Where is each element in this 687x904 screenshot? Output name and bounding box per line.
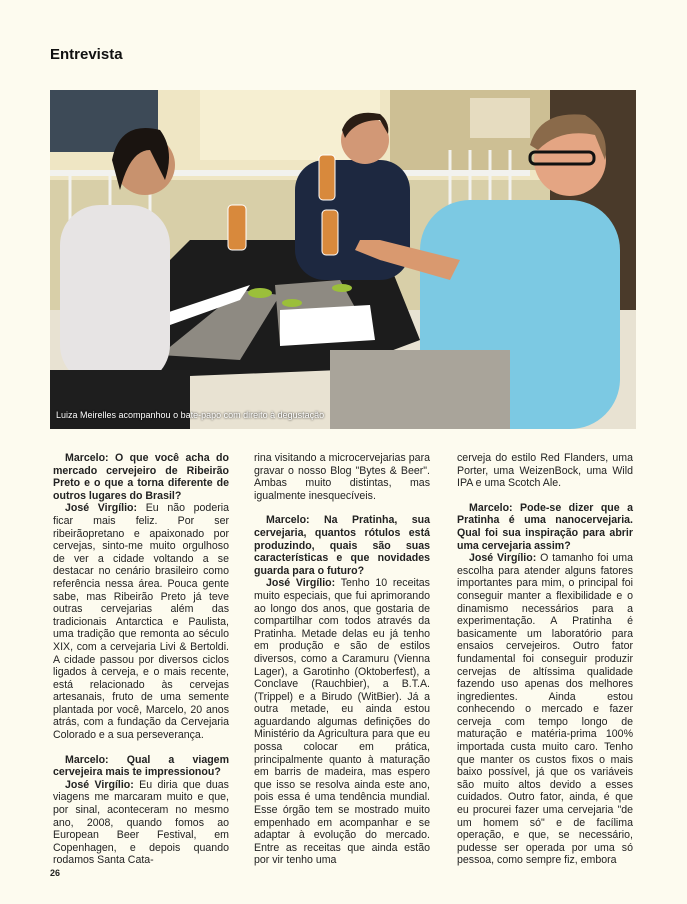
- interview-photo: [50, 90, 636, 429]
- paragraph-text: cerveja do estilo Red Flanders, uma Porter, uma WeizenBock, uma Wild IPA e uma Scotch Ale.: [457, 452, 633, 490]
- paragraph-text: Tenho 10 receitas muito especiais, que fui aprimorando ao longo dos anos, que gostaria de compartilhar com todos através da Pratinha. Metade delas eu já tenho em produção e são de estilos diversos, como a Caramuru (Vienna Lager), a Garotinho (Oktoberfest), a Conclave (Rauchbier), a B.T.A. (Trippel) e a Birudo (WitBier). Já a outra metade, eu ainda estou aguardando algumas definições do Ministério da Agricultura para que eu possa colocar em prática, principalmente quanto à maturação em barris de madeira, mas espero que isso se resolva ainda este ano, pois essa é uma tendência mundial. Esse órgão tem se mostrado muito empenhado em acompanhar e se adaptar à evolução do mercado. Entre as receitas que ainda estão por vir tenho uma: [254, 577, 430, 867]
- speaker-name: José Virgílio:: [65, 778, 134, 791]
- section-title: Entrevista: [50, 46, 123, 63]
- paragraph-text: rina visitando a microcervejarias para gravar o nosso Blog "Bytes & Beer". Ambas muito distintas, mas igualmente inesquecíveis.: [254, 452, 430, 502]
- interview-question: [53, 452, 229, 502]
- text-column-1: [53, 452, 229, 867]
- speaker-name: José Virgílio:: [65, 502, 138, 515]
- photo-caption: Luiza Meirelles acompanhou o bate-papo com direito à degustação: [56, 410, 325, 420]
- interview-answer: [254, 577, 430, 867]
- text-column-3: [457, 452, 633, 867]
- paragraph-text: Marcelo: Qual a viagem cervejeira mais te impressionou?: [53, 753, 229, 779]
- interview-answer: [457, 452, 633, 490]
- paragraph-text: Eu não poderia ficar mais feliz. Por ser ribeirãopretano e apaixonado por cervejas, sinto-me muito orgulhoso de ver a cidade voltando a se destacar no cenário brasileiro como referência nessa área. Pouca gente sabe, mas Ribeirão Preto já teve outras cervejarias além das tradicionais Antarctica e Paulista, uma tradição que remonta ao século XIX, com a cervejaria Livi & Bertoldi. A cidade passou por diversos ciclos ligados à cerveja, e o mais recente, está relacionado às cervejas artesanais, fruto de uma semente plantada por você, Marcelo, 20 anos atrás, com a fundação da Cervejaria Colorado e a sua perseverança.: [53, 502, 229, 742]
- page-number: 26: [50, 868, 61, 878]
- interview-answer: [53, 502, 229, 741]
- interview-question: [53, 754, 229, 779]
- paragraph-text: Marcelo: Na Pratinha, sua cervejaria, quantos rótulos está produzindo, quais são suas características e que novidades guarda para o futuro?: [254, 514, 430, 577]
- interview-answer: [53, 779, 229, 867]
- paragraph-text: O tamanho foi uma escolha para atender alguns fatores importantes para mim, o principal foi conseguir manter a flexibilidade e o dinamismo necessários para a experimentação. A Pratinha é basicamente um laboratório para ensaios cervejeiros. Outro fator fundamental foi conseguir produzir cervejas de altíssima qualidade fazendo uso apenas dos melhores ingredientes. Ainda estou conhecendo o mercado e fazer cerveja com tempo longo de maturação e matéria-prima 100% importada custa muito caro. Tenho que manter os custos fixos o mais baixo possível, já que os variáveis são muito altos devido a esses cuidados. Outro fator, ainda, é que eu procurei fazer uma cervejaria "de um homem só" e de facílima operação, e que, se necessário, pudesse ser operada por uma só pessoa, como sempre fiz, embora: [457, 552, 633, 867]
- interview-answer: [457, 552, 633, 867]
- speaker-name: José Virgílio:: [266, 577, 336, 590]
- paragraph-text: Marcelo: Pode-se dizer que a Pratinha é uma nanocervejaria. Qual foi sua inspiração para abrir uma cervejaria assim?: [457, 501, 633, 552]
- paragraph-text: Marcelo: O que você acha do mercado cervejeiro de Ribeirão Preto e o que a torna diferente de outros lugares do Brasil?: [53, 452, 229, 502]
- text-column-2: [254, 452, 430, 867]
- interview-question: [457, 502, 633, 552]
- interview-question: [254, 514, 430, 577]
- interview-answer: [254, 452, 430, 502]
- speaker-name: José Virgílio:: [469, 552, 537, 565]
- paragraph-text: Eu diria que duas viagens me marcaram muito e que, por sinal, aconteceram no mesmo ano, 2008, quando fomos ao European Beer Festival, em Copenhagen, e depois quando rodamos Santa Cata-: [53, 778, 229, 867]
